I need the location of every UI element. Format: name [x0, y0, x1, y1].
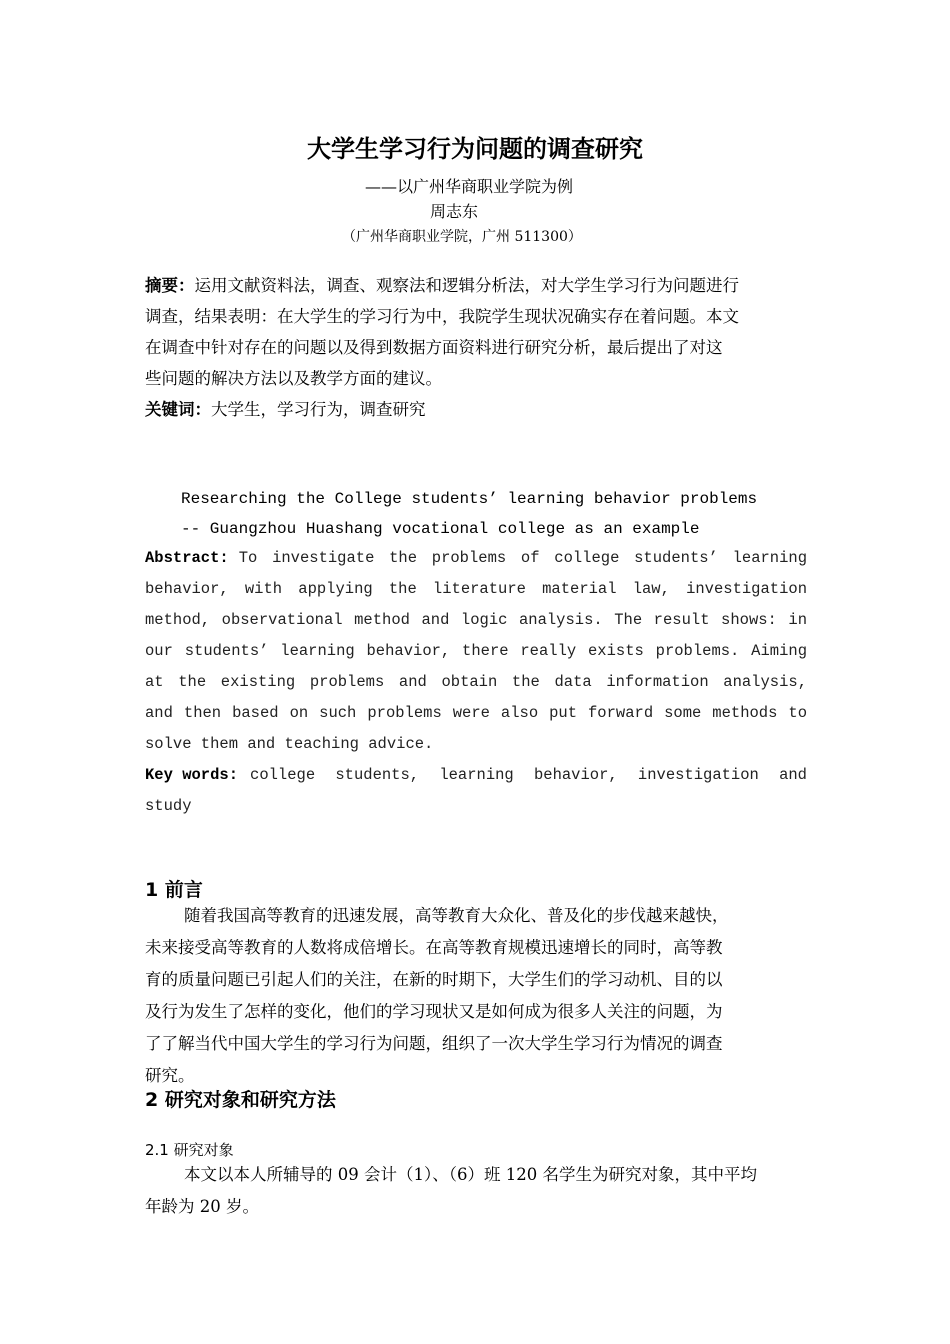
- abstract-en-line: [145, 605, 807, 636]
- english-title-line1: Researching the College students’ learning behavior problems: [181, 490, 758, 508]
- paper-subtitle: ——以广州华商职业学院为例: [365, 177, 574, 196]
- keywords-en-line: [145, 760, 807, 791]
- paragraph-line: 年龄为 20 岁。: [145, 1197, 259, 1216]
- section-1-heading: 1 前言: [145, 879, 203, 901]
- section-2-1-heading: 2.1 研究对象: [145, 1141, 234, 1159]
- abstract-en-line: [145, 574, 807, 605]
- abstract-en-text: and then based on such problems were also put forward some methods to: [145, 704, 807, 722]
- paragraph-line: 育的质量问题已引起人们的关注，在新的时期下，大学生们的学习动机、目的以: [145, 970, 723, 989]
- abstract-zh-line: 些问题的解决方法以及教学方面的建议。: [145, 369, 442, 388]
- abstract-en-text: solve them and teaching advice.: [145, 735, 434, 753]
- abstract-en: [145, 543, 807, 822]
- paragraph-line: 了了解当代中国大学生的学习行为问题，组织了一次大学生学习行为情况的调查: [145, 1034, 723, 1053]
- keywords-en-text: study: [145, 797, 192, 815]
- abstract-zh-text: 运用文献资料法，调查、观察法和逻辑分析法，对大学生学习行为问题进行: [194, 276, 739, 295]
- keywords-zh-label: 关键词：: [145, 400, 211, 419]
- abstract-en-line: [145, 729, 807, 760]
- abstract-en-text: behavior, with applying the literature material law, investigation: [145, 580, 807, 598]
- abstract-en-line: [145, 698, 807, 729]
- section-1-body: [145, 900, 807, 1092]
- keywords-en-line: [145, 791, 807, 822]
- paragraph-line: 及行为发生了怎样的变化，他们的学习现状又是如何成为很多人关注的问题，为: [145, 1002, 723, 1021]
- abstract-en-text: at the existing problems and obtain the data information analysis,: [145, 673, 807, 691]
- abstract-en-text: our students’ learning behavior, there really exists problems. Aiming: [145, 642, 807, 660]
- paragraph-line: 随着我国高等教育的迅速发展，高等教育大众化、普及化的步伐越来越快，: [184, 906, 729, 925]
- abstract-zh-line: 调查，结果表明：在大学生的学习行为中，我院学生现状况确实存在着问题。本文: [145, 307, 739, 326]
- section-2-1-body: [145, 1159, 807, 1223]
- abstract-en-line: [145, 636, 807, 667]
- abstract-en-line: [145, 543, 807, 574]
- keywords-en-label: Key words:: [145, 766, 239, 784]
- keywords-zh-text: 大学生，学习行为，调查研究: [211, 400, 426, 419]
- keywords-en-text: college students, learning behavior, investigation and: [250, 766, 807, 784]
- author-affiliation: （广州华商职业学院，广州 511300）: [342, 229, 582, 245]
- english-title-line2: -- Guangzhou Huashang vocational college as an example: [181, 520, 700, 538]
- paper-title: 大学生学习行为问题的调查研究: [307, 135, 643, 163]
- author-name: 周志东: [430, 202, 479, 221]
- paragraph-line: 本文以本人所辅导的 09 会计（1）、（6）班 120 名学生为研究对象，其中平均: [184, 1165, 757, 1184]
- abstract-en-label: Abstract:: [145, 549, 229, 567]
- abstract-zh-line: [145, 270, 807, 301]
- abstract-zh-label: 摘要：: [145, 276, 195, 295]
- section-2-heading: 2 研究对象和研究方法: [145, 1089, 336, 1111]
- abstract-en-text: method, observational method and logic analysis. The result shows: in: [145, 611, 807, 629]
- abstract-en-text: To investigate the problems of college students’ learning: [238, 549, 807, 567]
- paragraph-line: 未来接受高等教育的人数将成倍增长。在高等教育规模迅速增长的同时，高等教: [145, 938, 723, 957]
- abstract-zh-line: 在调查中针对存在的问题以及得到数据方面资料进行研究分析，最后提出了对这: [145, 338, 723, 357]
- keywords-zh: [145, 394, 807, 425]
- paragraph-line: 研究。: [145, 1066, 195, 1085]
- abstract-en-line: [145, 667, 807, 698]
- abstract-zh: [145, 270, 807, 425]
